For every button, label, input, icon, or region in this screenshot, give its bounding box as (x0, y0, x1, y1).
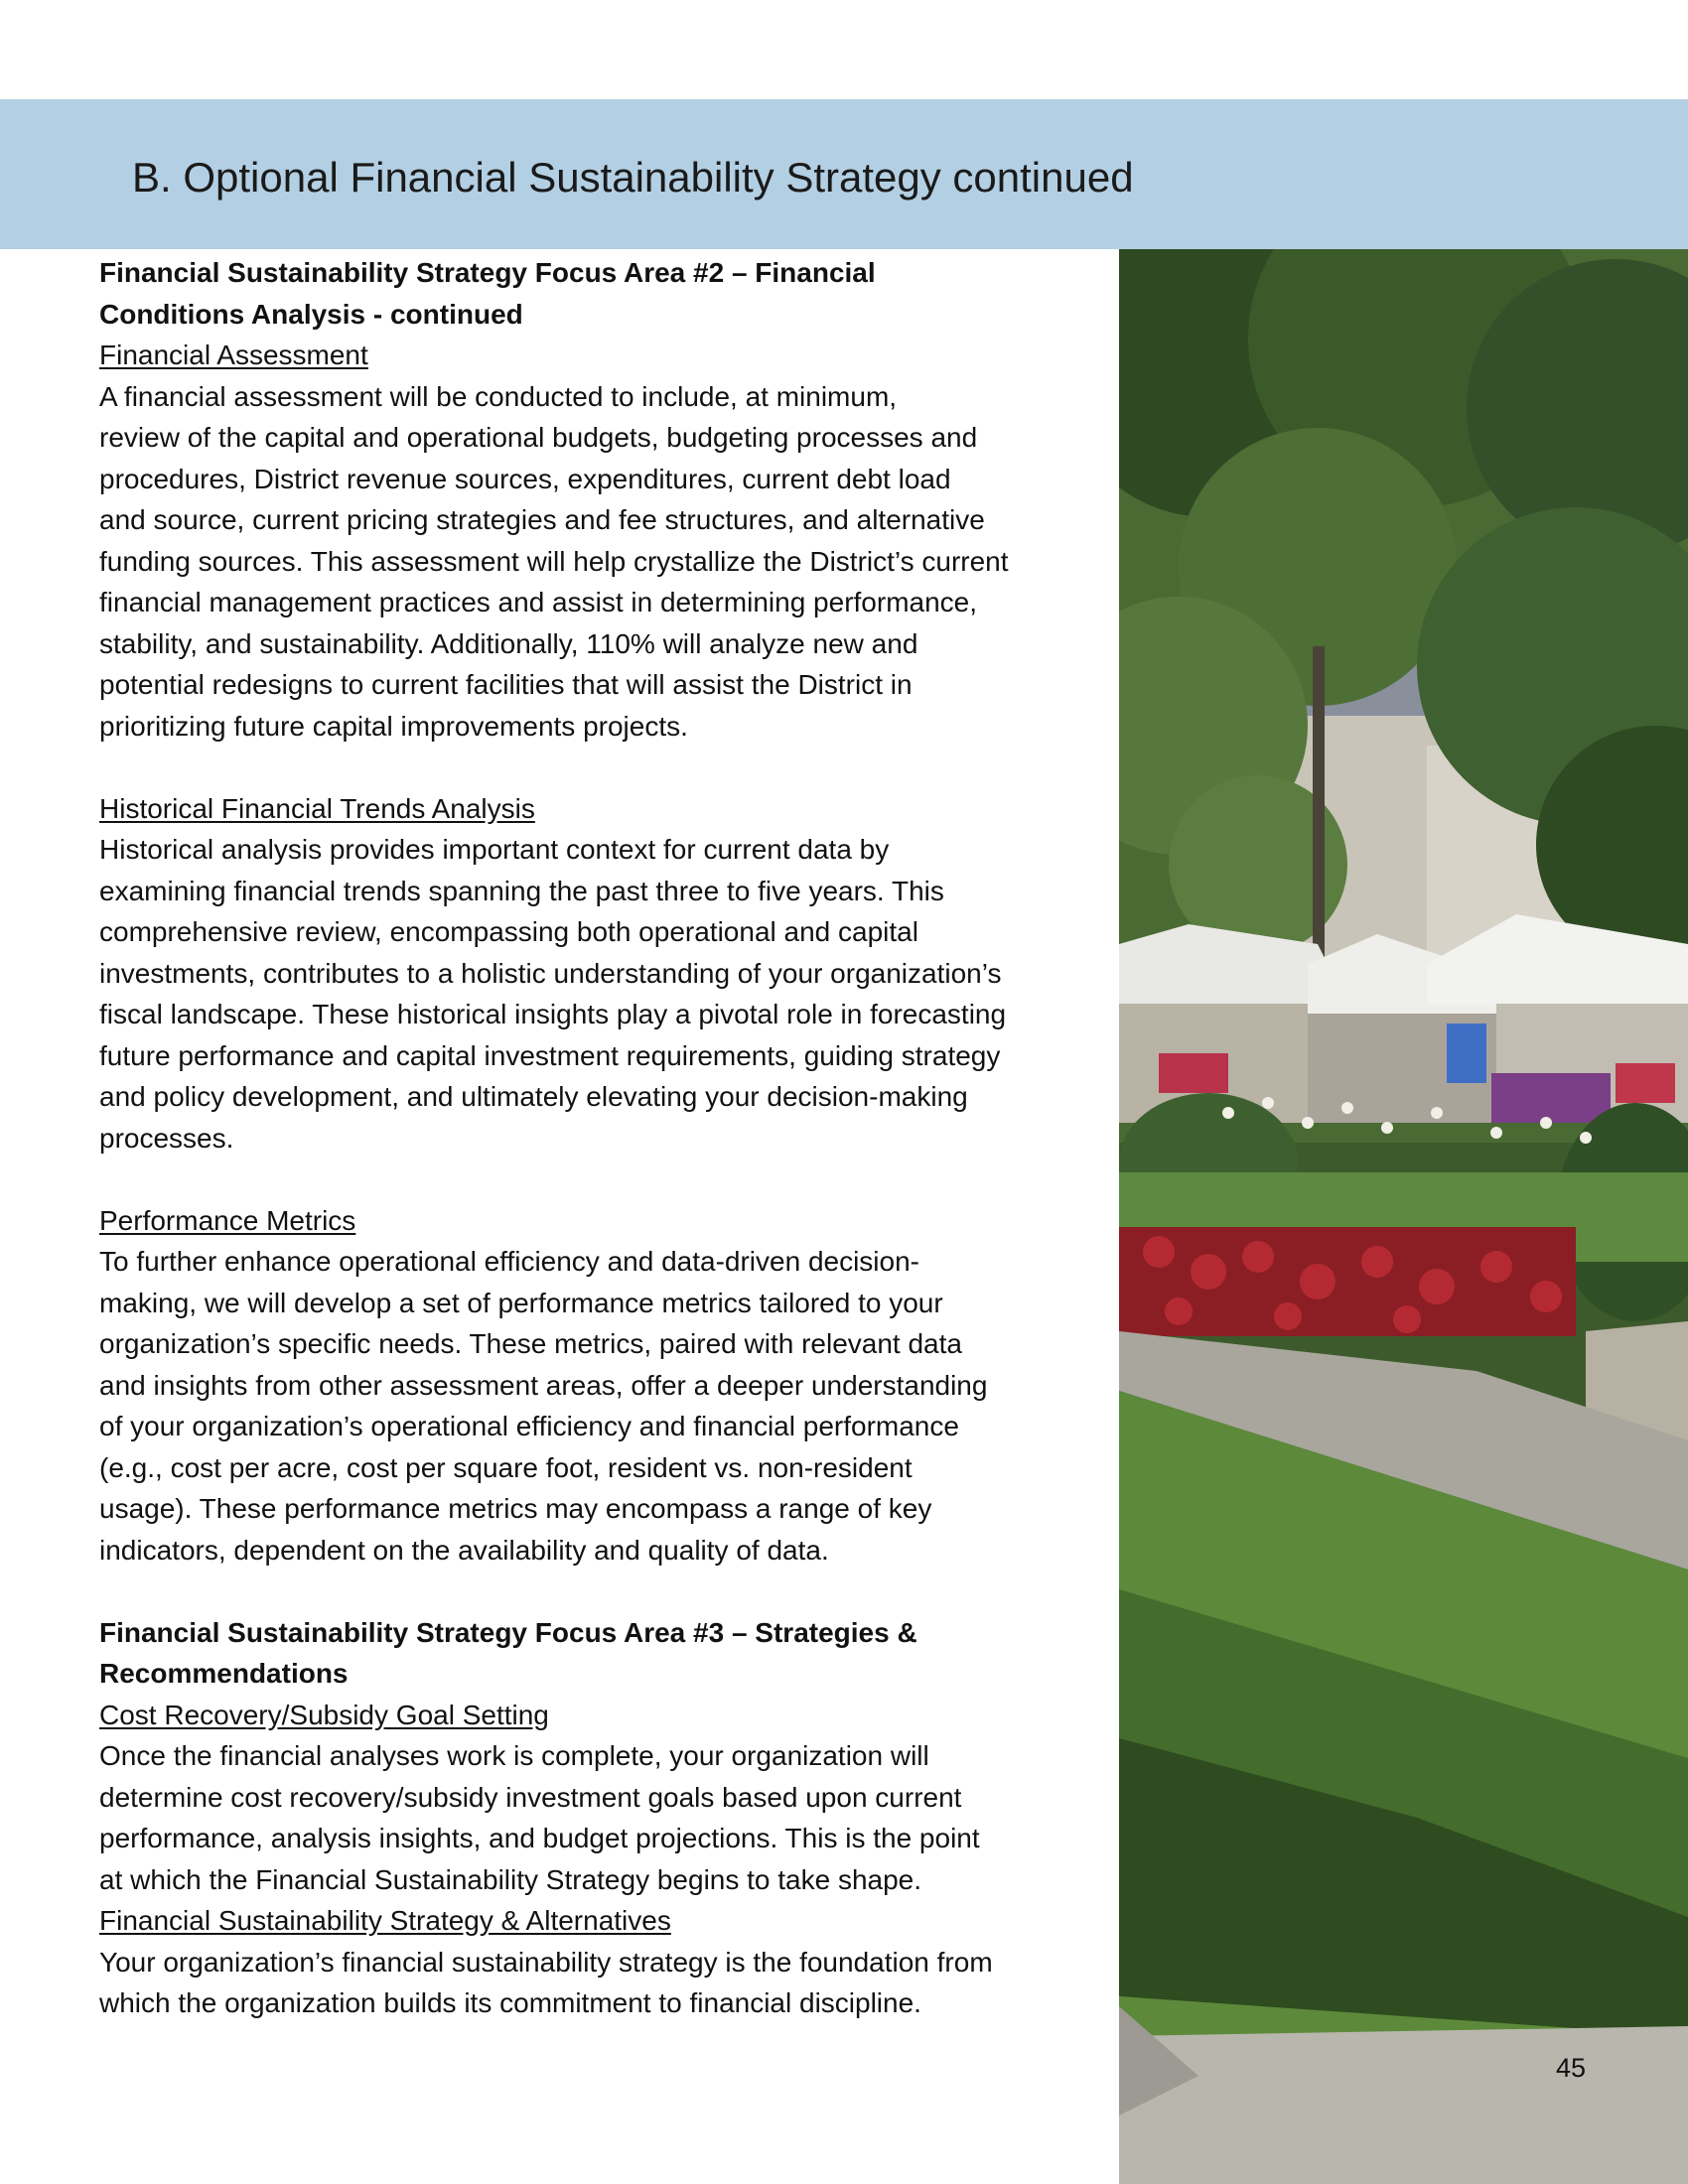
body-line: and source, current pricing strategies and fee structures, and alternative (99, 504, 985, 535)
body-line: usage). These performance metrics may encompass a range of key (99, 1493, 932, 1524)
body-line: (e.g., cost per acre, cost per square foot, resident vs. non-resident (99, 1451, 913, 1483)
body-line: Historical analysis provides important context for current data by (99, 834, 890, 865)
park-photo (1119, 249, 1688, 2184)
body-line: examining financial trends spanning the past three to five years. This (99, 875, 944, 906)
spacer (99, 747, 1092, 788)
body-line: stability, and sustainability. Additionally, 110% will analyze new and (99, 627, 918, 659)
body-line: A financial assessment will be conducted to include, at minimum, (99, 380, 898, 412)
body-line: To further enhance operational efficiency and data-driven decision- (99, 1246, 919, 1277)
main-content (99, 252, 1092, 2024)
body-line: making, we will develop a set of performance metrics tailored to your (99, 1287, 943, 1318)
body-line: prioritizing future capital improvements projects. (99, 710, 688, 742)
body-line: indicators, dependent on the availability and quality of data. (99, 1534, 829, 1566)
historical-trends-title: Historical Financial Trends Analysis (99, 792, 535, 824)
body-line: comprehensive review, encompassing both operational and capital (99, 916, 918, 947)
spacer (99, 1159, 1092, 1200)
body-line: financial management practices and assist in determining performance, (99, 587, 978, 617)
body-line: at which the Financial Sustainability Strategy begins to take shape. (99, 1863, 922, 1895)
body-line: and insights from other assessment areas, offer a deeper understanding (99, 1369, 988, 1401)
focus-area-3-heading-cont: Recommendations (99, 1658, 349, 1689)
focus-area-3-heading: Financial Sustainability Strategy Focus Area #3 – Strategies & (99, 1616, 917, 1648)
body-line: review of the capital and operational budgets, budgeting processes and (99, 422, 978, 453)
body-line: of your organization’s operational efficiency and financial performance (99, 1411, 959, 1441)
cost-recovery-title: Cost Recovery/Subsidy Goal Setting (99, 1699, 549, 1730)
body-line: and policy development, and ultimately elevating your decision-making (99, 1081, 968, 1112)
body-line: Once the financial analyses work is complete, your organization will (99, 1740, 929, 1771)
financial-assessment-title: Financial Assessment (99, 340, 368, 370)
body-line: organization’s specific needs. These metrics, paired with relevant data (99, 1328, 962, 1359)
page-title: B. Optional Financial Sustainability Strategy continued (132, 154, 1134, 201)
body-line: procedures, District revenue sources, expenditures, current debt load (99, 463, 951, 494)
body-line: fiscal landscape. These historical insights play a pivotal role in forecasting (99, 999, 1007, 1029)
body-line: investments, contributes to a holistic understanding of your organization’s (99, 957, 1002, 989)
performance-metrics-title: Performance Metrics (99, 1204, 356, 1236)
focus-area-2-heading: Financial Sustainability Strategy Focus Area #2 – Financial (99, 257, 876, 288)
body-line: potential redesigns to current facilities that will assist the District in (99, 669, 913, 700)
body-line: Your organization’s financial sustainability strategy is the foundation from (99, 1946, 993, 1978)
body-line: future performance and capital investment requirements, guiding strategy (99, 1039, 1001, 1071)
body-line: which the organization builds its commitment to financial discipline. (99, 1987, 921, 2018)
body-line: performance, analysis insights, and budget projections. This is the point (99, 1823, 980, 1853)
page-number: 45 (1556, 2053, 1587, 2083)
strategy-alternatives-title: Financial Sustainability Strategy & Alternatives (99, 1905, 671, 1936)
spacer (99, 1570, 1092, 1612)
focus-area-2-heading-cont: Conditions Analysis - continued (99, 298, 523, 330)
body-line: determine cost recovery/subsidy investment goals based upon current (99, 1781, 962, 1813)
body-line: processes. (99, 1122, 234, 1154)
body-line: funding sources. This assessment will help crystallize the District’s current (99, 545, 1009, 577)
